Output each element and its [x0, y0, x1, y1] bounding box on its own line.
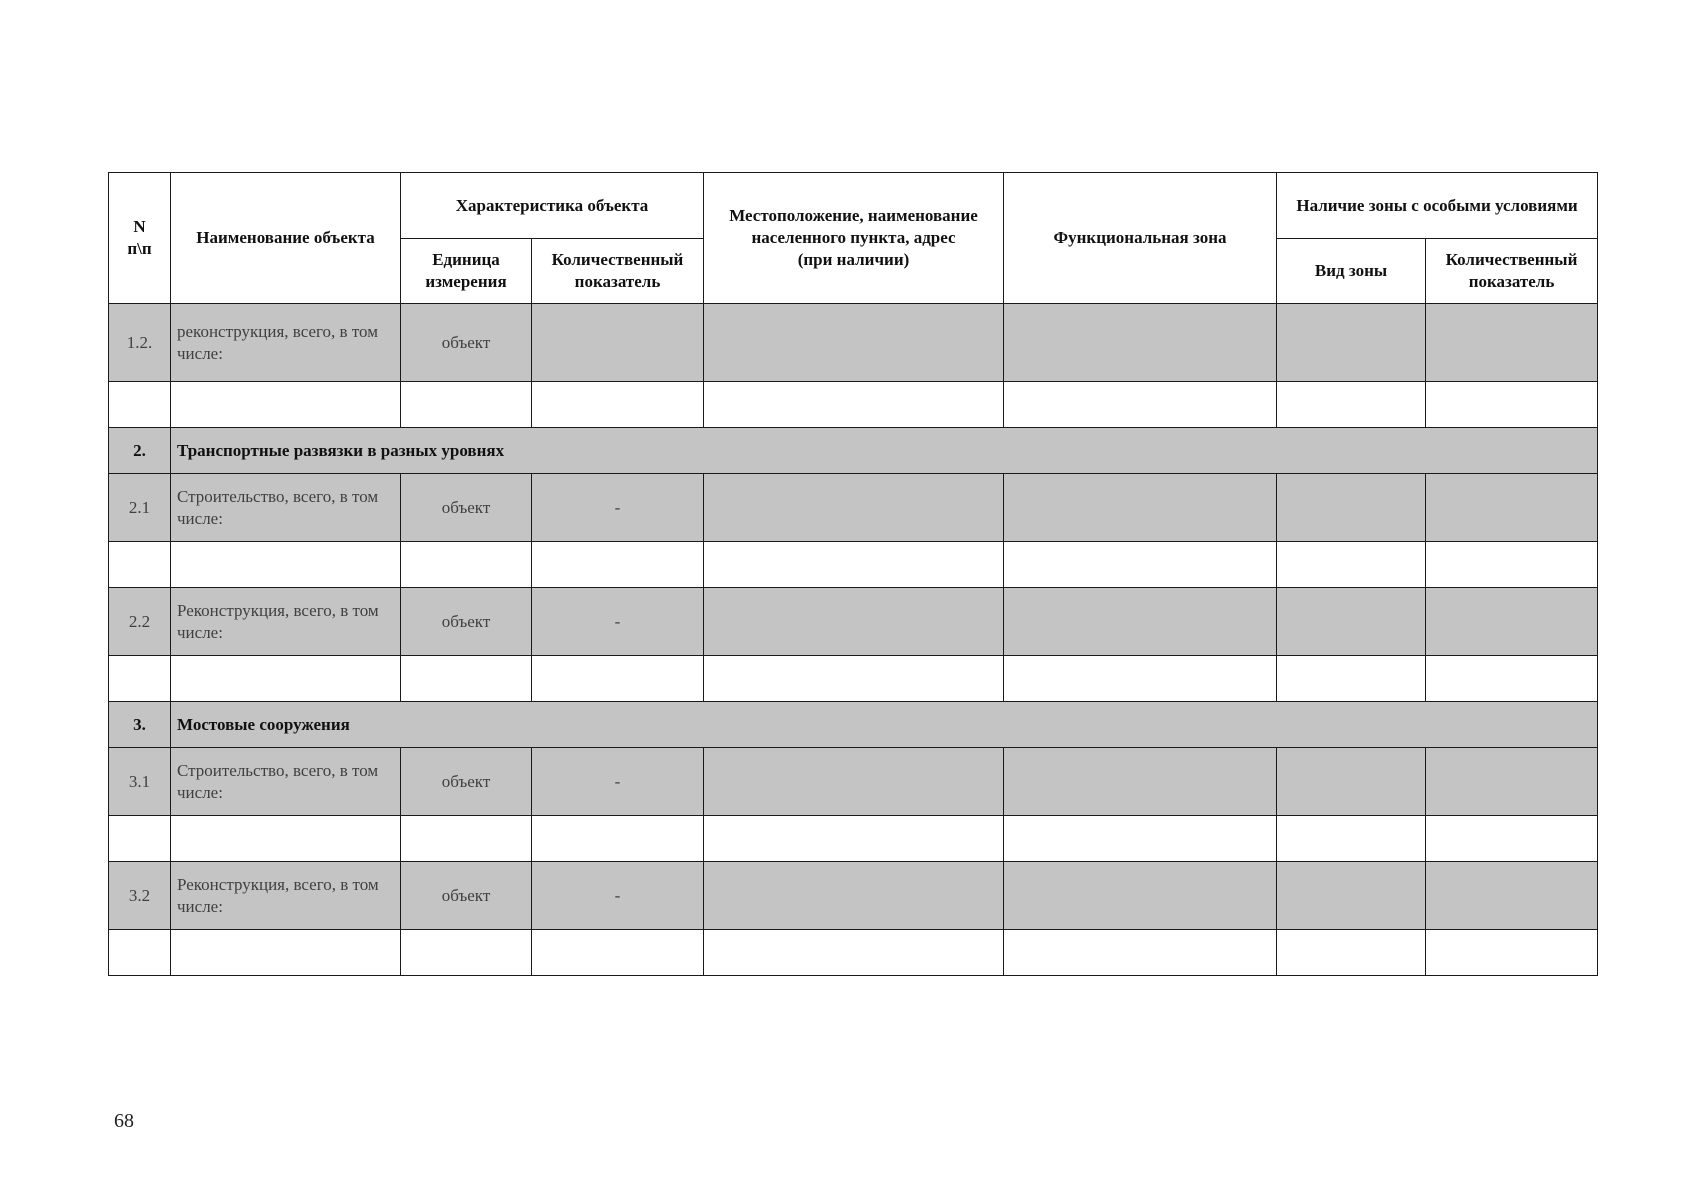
header-zone-type: Вид зоны [1277, 239, 1426, 304]
section-title: Транспортные развязки в разных уровнях [171, 428, 1598, 474]
row-num: 1.2. [109, 304, 171, 382]
header-special-zone: Наличие зоны с особыми условиями [1277, 173, 1598, 239]
header-quantity: Количественный показатель [532, 239, 704, 304]
table-row [109, 656, 1598, 702]
row-name: Реконструкция, всего, в том числе: [171, 862, 401, 930]
table-row [109, 748, 1598, 816]
table-row [109, 816, 1598, 862]
objects-table [108, 172, 1598, 976]
row-qty [532, 304, 704, 382]
table-row [109, 474, 1598, 542]
table-row [109, 304, 1598, 382]
row-qty: - [532, 748, 704, 816]
header-characteristic: Характеристика объекта [401, 173, 704, 239]
header-location: Местоположение, наименование населенного пункта, адрес (при наличии) [704, 173, 1004, 304]
row-num: 2.1 [109, 474, 171, 542]
row-num: 2.2 [109, 588, 171, 656]
row-num: 3.1 [109, 748, 171, 816]
header-num: N п\п [109, 173, 171, 304]
row-qty: - [532, 588, 704, 656]
section-num: 2. [109, 428, 171, 474]
row-unit: объект [401, 474, 532, 542]
table-row [109, 382, 1598, 428]
table-row [109, 542, 1598, 588]
row-zone-qty [1426, 304, 1598, 382]
row-unit: объект [401, 588, 532, 656]
header-zone-quantity: Количественный показатель [1426, 239, 1598, 304]
row-name: Строительство, всего, в том числе: [171, 474, 401, 542]
table-row [109, 588, 1598, 656]
section-row [109, 702, 1598, 748]
header-functional-zone: Функциональная зона [1004, 173, 1277, 304]
row-unit: объект [401, 862, 532, 930]
row-num: 3.2 [109, 862, 171, 930]
section-num: 3. [109, 702, 171, 748]
row-zone-type [1277, 304, 1426, 382]
row-unit: объект [401, 748, 532, 816]
row-location [704, 304, 1004, 382]
header-name: Наименование объекта [171, 173, 401, 304]
row-name: Строительство, всего, в том числе: [171, 748, 401, 816]
row-name: Реконструкция, всего, в том числе: [171, 588, 401, 656]
row-name: реконструкция, всего, в том числе: [171, 304, 401, 382]
page-number: 68 [114, 1110, 134, 1132]
table-row [109, 930, 1598, 976]
header-unit: Единица измерения [401, 239, 532, 304]
table-row [109, 862, 1598, 930]
section-title: Мостовые сооружения [171, 702, 1598, 748]
row-qty: - [532, 862, 704, 930]
section-row [109, 428, 1598, 474]
row-qty: - [532, 474, 704, 542]
row-unit: объект [401, 304, 532, 382]
row-functional-zone [1004, 304, 1277, 382]
